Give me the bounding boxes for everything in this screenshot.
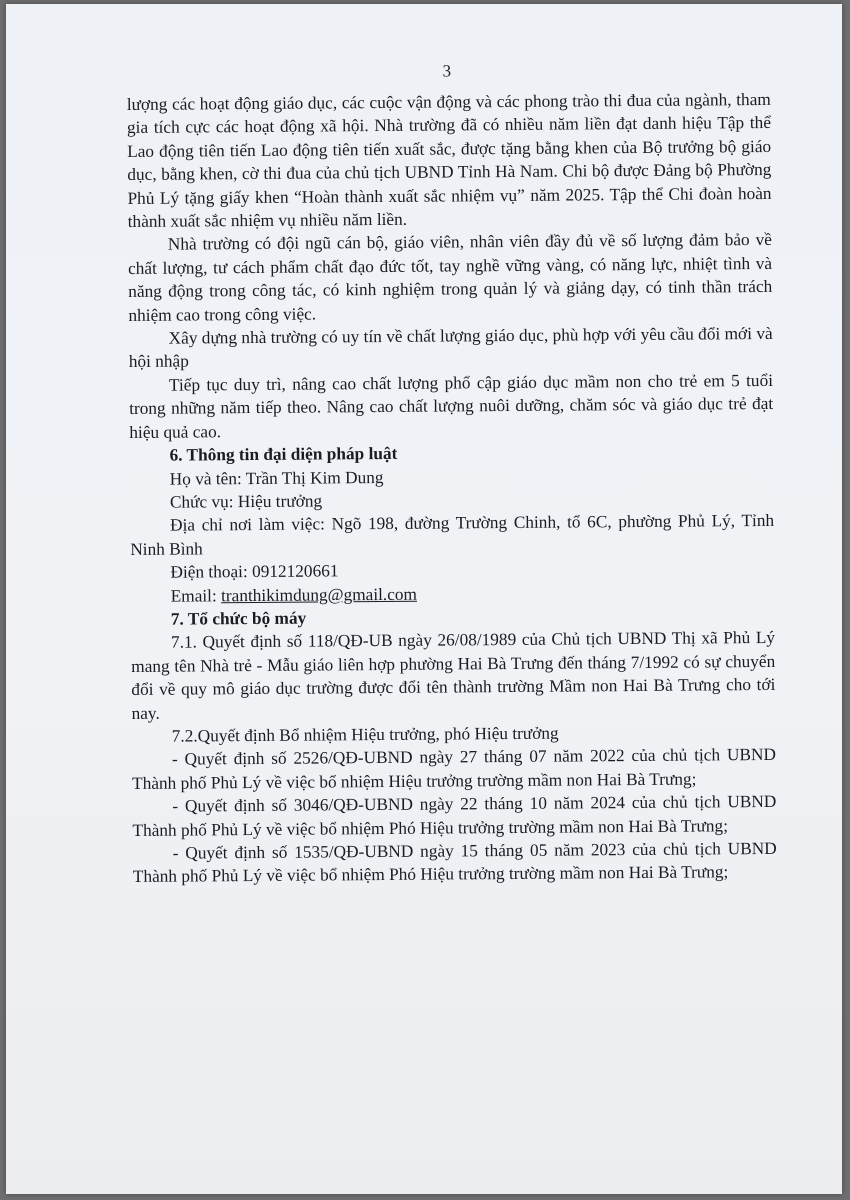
page-number: 3	[442, 61, 452, 81]
paragraph-staff: Nhà trường có đội ngũ cán bộ, giáo viên, nhân viên đầy đủ về số lượng đảm bảo về chất lượng, tư cách phẩm chất đạo đức tốt, tay nghề vững vàng, có năng lực, nhiệt tình và năng động trong công tác, có kinh nghiệm trong quản lý và giảng dạy, có tinh thần trách nhiệm cao trong công việc.	[128, 230, 773, 325]
paragraph-reputation: Xây dựng nhà trường có uy tín về chất lượng giáo dục, phù hợp với yêu cầu đổi mới và hội nhập	[128, 323, 773, 372]
email-label: Email:	[170, 585, 222, 606]
representative-name: Họ và tên: Trần Thị Kim Dung	[169, 467, 384, 489]
decision-principal: - Quyết định số 2526/QĐ-UBND ngày 27 tháng 07 năm 2022 của chủ tịch UBND Thành phố Phủ Lý về việc bổ nhiệm Hiệu trưởng trường mầm non Hai Bà Trưng;	[132, 745, 776, 793]
body-text	[127, 88, 777, 889]
phone-line: Điện thoại: 0912120661	[170, 561, 339, 582]
work-address: Địa chỉ nơi làm việc: Ngõ 198, đường Trường Chinh, tổ 6C, phường Phủ Lý, Tỉnh Ninh Bình	[130, 511, 775, 559]
paragraph-achievements: lượng các hoạt động giáo dục, các cuộc vận động và các phong trào thi đua của ngành, tham gia tích cực các hoạt động xã hội. Nhà trường đã có nhiều năm liền đạt danh hiệu Tập thể Lao động tiên tiến Lao động tiên tiến xuất sắc, được tặng bằng khen của Bộ trưởng bộ giáo dục, bằng khen, cờ thi đua của chủ tịch UBND Tỉnh Hà Nam. Chi bộ được Đảng bộ Phường Phủ Lý tặng giấy khen “Hoàn thành xuất sắc nhiệm vụ” năm 2025. Tập thể Chi đoàn hoàn thành xuất sắc nhiệm vụ nhiều năm liền.	[126, 89, 772, 232]
paragraph-universal-education: Tiếp tục duy trì, nâng cao chất lượng phổ cập giáo dục mầm non cho trẻ em 5 tuổi trong những năm tiếp theo. Nâng cao chất lượng nuôi dưỡng, chăm sóc và giáo dục trẻ đạt hiệu quả cao.	[129, 370, 774, 442]
item-7-1: 7.1. Quyết định số 118/QĐ-UB ngày 26/08/1989 của Chủ tịch UBND Thị xã Phủ Lý mang tên Nhà trẻ - Mẫu giáo liên hợp phường Hai Bà Trưng đến tháng 7/1992 có sự chuyển đổi về quy mô giáo dục trường được đổi tên thành trường Mầm non Hai Bà Trưng cho tới nay.	[131, 628, 776, 723]
item-7-2: 7.2.Quyết định Bổ nhiệm Hiệu trưởng, phó Hiệu trưởng	[171, 723, 559, 746]
decision-vice-principal-2: - Quyết định số 1535/QĐ-UBND ngày 15 tháng 05 năm 2023 của chủ tịch UBND Thành phố Phủ Lý về việc bổ nhiệm Phó Hiệu trưởng trường mầm non Hai Bà Trưng;	[132, 838, 777, 887]
email-link[interactable]: tranthikimdung@gmail.com	[220, 584, 418, 605]
section-6-heading: 6. Thông tin đại diện pháp luật	[169, 443, 398, 465]
document-page	[6, 4, 842, 1194]
section-7-heading: 7. Tổ chức bộ máy	[170, 608, 307, 629]
decision-vice-principal-1: - Quyết định số 3046/QĐ-UBND ngày 22 tháng 10 năm 2024 của chủ tịch UBND Thành phố Phủ Lý về việc bổ nhiệm Phó Hiệu trưởng trường mầm non Hai Bà Trưng;	[132, 792, 777, 840]
representative-position: Chức vụ: Hiệu trưởng	[169, 491, 323, 512]
